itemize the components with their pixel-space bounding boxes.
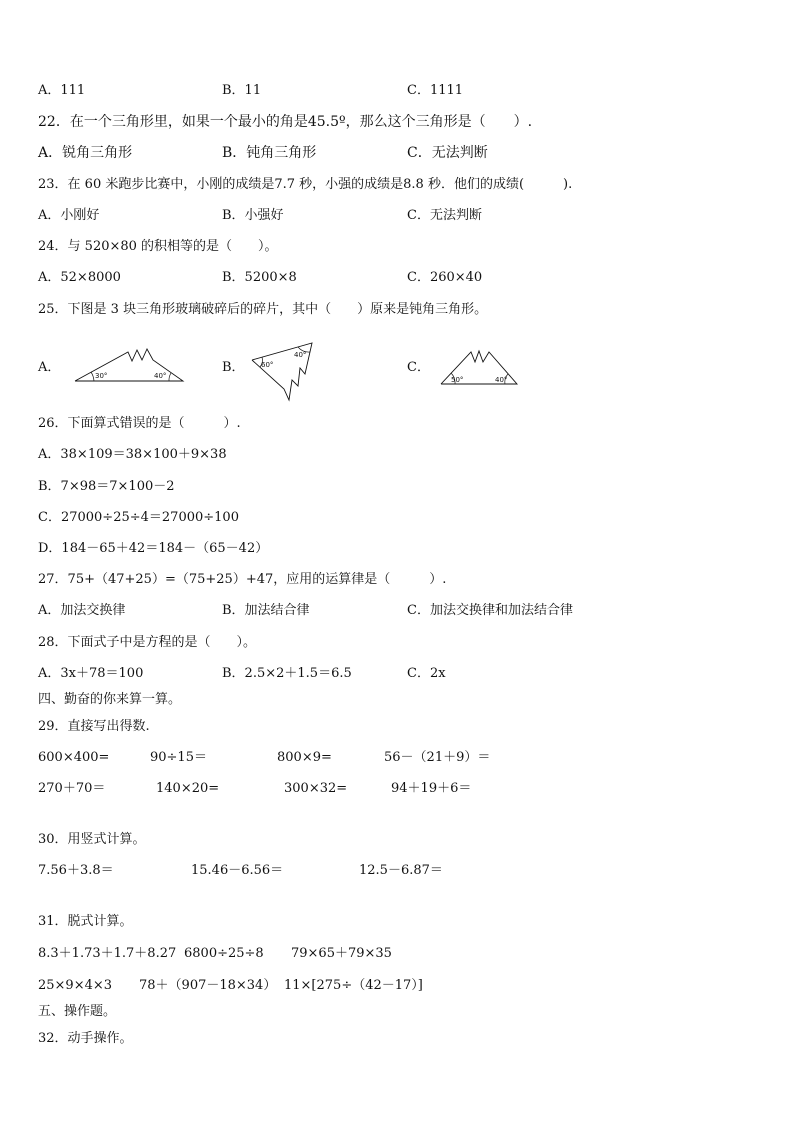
q28-stem: 28．下面式子中是方程的是（ ）。: [38, 635, 257, 650]
q30-stem: 30．用竖式计算。: [38, 832, 146, 847]
fragment-a-angle-left: 30°: [95, 372, 108, 380]
q30-item: 15.46－6.56＝: [191, 863, 284, 878]
q22-option-a: A．锐角三角形: [38, 145, 133, 161]
q31-item: 78＋（907－18×34）: [139, 978, 277, 993]
q24-option-b: B．5200×8: [222, 270, 297, 285]
q25-stem: 25．下图是 3 块三角形玻璃破碎后的碎片，其中（ ）原来是钝角三角形。: [38, 302, 488, 317]
q21-option-c: C．1111: [407, 83, 464, 98]
q25-option-a: A．: [38, 360, 61, 375]
fragment-b-figure: [248, 340, 316, 404]
q28-option-b: B．2.5×2＋1.5＝6.5: [222, 666, 352, 681]
q29-item: 800×9=: [277, 750, 332, 765]
q26-stem: 26．下面算式错误的是（ ）.: [38, 416, 241, 431]
q25-option-b: B．: [222, 360, 245, 375]
q30-item: 12.5－6.87＝: [359, 863, 443, 878]
q22-option-c: C．无法判断: [407, 145, 488, 161]
fragment-a-angle-right: 40°: [154, 372, 167, 380]
q26-option-c: C．27000÷25÷4＝27000÷100: [38, 510, 239, 525]
q29-item: 90÷15＝: [150, 750, 207, 765]
q31-item: 25×9×4×3: [38, 978, 113, 993]
q24-stem: 24．与 520×80 的积相等的是（ ）。: [38, 239, 278, 254]
q31-stem: 31．脱式计算。: [38, 914, 133, 929]
q29-item: 600×400=: [38, 750, 110, 765]
q31-item: 79×65＋79×35: [291, 946, 392, 961]
q23-option-c: C．无法判断: [407, 208, 482, 223]
fragment-b-angle-top: 40°: [294, 351, 307, 359]
q28-option-a: A．3x＋78＝100: [38, 666, 144, 681]
q29-stem: 29．直接写出得数.: [38, 719, 150, 734]
q24-option-a: A．52×8000: [38, 270, 121, 285]
q27-option-a: A．加法交换律: [38, 603, 126, 618]
q29-item: 300×32=: [284, 781, 348, 796]
q21-option-b: B．11: [222, 83, 262, 98]
q23-stem: 23．在 60 米跑步比赛中，小刚的成绩是7.7 秒，小强的成绩是8.8 秒．他们的成绩( ).: [38, 177, 573, 192]
q24-option-c: C．260×40: [407, 270, 483, 285]
q29-item: 140×20=: [156, 781, 220, 796]
fragment-c-angle-left: 50°: [451, 376, 464, 384]
q25-option-c: C．: [407, 360, 430, 375]
q29-item: 56－（21＋9）＝: [384, 750, 491, 765]
q26-option-d: D．184－65＋42＝184－（65－42）: [38, 541, 269, 556]
q31-item: 6800÷25÷8: [184, 946, 264, 961]
q27-option-b: B．加法结合律: [222, 603, 310, 618]
section-5-heading: 五、操作题。: [38, 1004, 117, 1019]
q22-option-b: B．钝角三角形: [222, 145, 317, 161]
q29-item: 270＋70＝: [38, 781, 106, 796]
fragment-a-figure: [70, 342, 190, 386]
fragment-c-angle-right: 40°: [495, 376, 508, 384]
q26-option-a: A．38×109＝38×100＋9×38: [38, 447, 227, 462]
q30-item: 7.56＋3.8＝: [38, 863, 114, 878]
q27-stem: 27．75+（47+25）=（75+25）+47，应用的运算律是（ ）.: [38, 572, 447, 587]
q28-option-c: C．2x: [407, 666, 446, 681]
fragment-c-figure: [437, 346, 523, 388]
q27-option-c: C．加法交换律和加法结合律: [407, 603, 573, 618]
q31-item: 8.3＋1.73＋1.7＋8.27: [38, 946, 177, 961]
fragment-b-angle-left: 60°: [261, 361, 274, 369]
q23-option-b: B．小强好: [222, 208, 284, 223]
section-4-heading: 四、勤奋的你来算一算。: [38, 692, 182, 707]
q32-stem: 32．动手操作。: [38, 1031, 133, 1046]
q29-item: 94＋19＋6＝: [391, 781, 472, 796]
q26-option-b: B．7×98＝7×100－2: [38, 479, 175, 494]
q21-option-a: A．111: [38, 83, 86, 98]
q22-stem: 22．在一个三角形里，如果一个最小的角是45.5º，那么这个三角形是（ ）.: [38, 114, 533, 130]
q23-option-a: A．小刚好: [38, 208, 100, 223]
q31-item: 11×[275÷（42－17）]: [284, 978, 423, 993]
